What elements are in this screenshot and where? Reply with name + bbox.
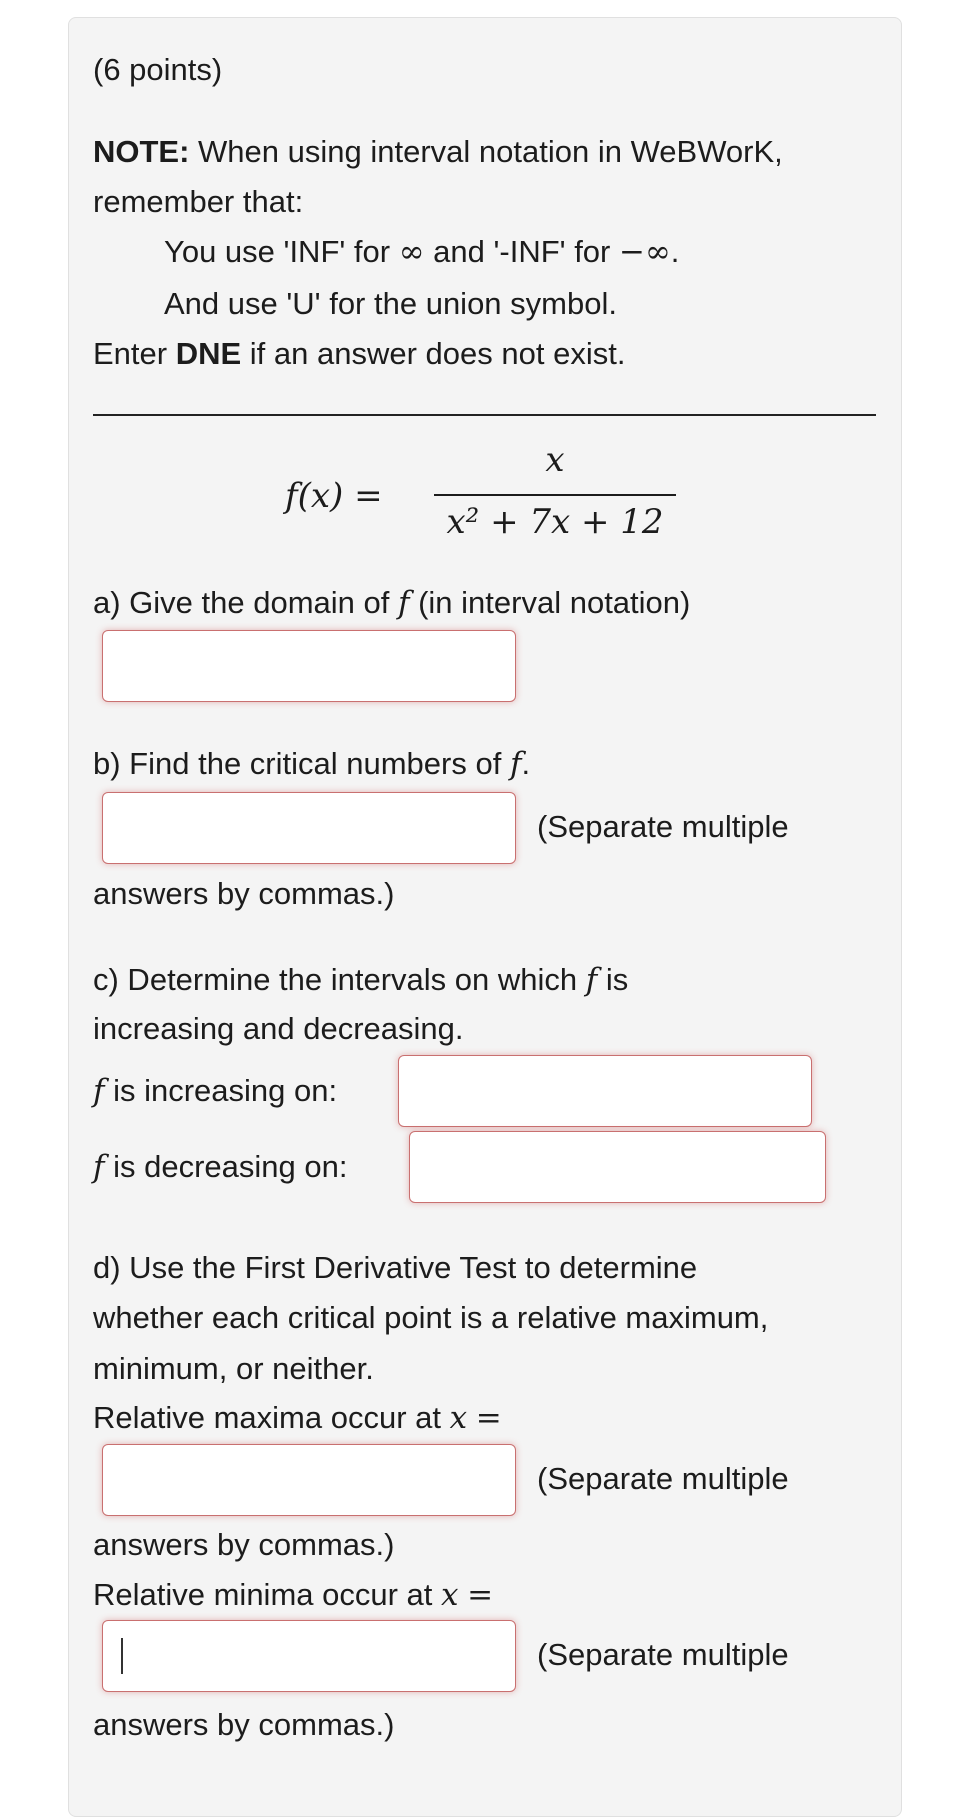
formula-numerator: x [545,440,565,480]
decreasing-label [93,1149,347,1185]
increasing-input[interactable] [398,1055,812,1127]
decreasing-text: is decreasing on: [104,1149,348,1184]
part-c-text: c) Determine the intervals on which [93,962,586,997]
minima-hint-2: answers by commas.) [93,1707,395,1742]
fraction-bar [434,494,676,496]
part-c-f: f [585,962,598,998]
part-b-hint: (Separate multiple [537,809,789,844]
text-cursor [121,1638,123,1674]
decreasing-input[interactable] [409,1131,826,1203]
maxima-text: Relative maxima occur at [93,1400,450,1435]
divider [93,414,876,416]
minima-x: x [441,1577,459,1613]
dne-keyword: DNE [175,336,242,371]
maxima-eq: = [475,1400,502,1436]
maxima-label [93,1400,502,1436]
critical-numbers-input[interactable] [102,792,516,864]
inf-text: You use 'INF' for [164,234,399,269]
note-line-2: remember that: [93,184,304,219]
domain-input[interactable] [102,630,516,702]
part-d-line-2: whether each critical point is a relative maximum, [93,1300,769,1335]
part-a-text: a) Give the domain of [93,585,398,620]
increasing-text: is increasing on: [104,1073,338,1108]
maxima-hint: (Separate multiple [537,1461,789,1496]
part-b-prompt [93,746,530,782]
part-a-prompt [93,585,690,621]
part-c-text-2: is [597,962,629,997]
note-text: When using interval notation in WeBWorK, [189,134,783,169]
minima-hint: (Separate multiple [537,1637,789,1672]
part-b-text-2: . [521,746,531,781]
minima-eq: = [467,1577,494,1613]
part-a-f: f [398,585,410,621]
increasing-f: f [93,1073,105,1109]
formula-denominator: x² + 7x + 12 [446,502,664,542]
part-d-line-1: d) Use the First Derivative Test to determine [93,1250,698,1285]
union-instruction: And use 'U' for the union symbol. [164,286,617,321]
part-b-f: f [509,746,522,782]
maxima-input[interactable] [102,1444,516,1516]
note-label: NOTE: [93,134,190,169]
minima-label [93,1577,493,1613]
points-label: (6 points) [93,52,223,87]
infinity-symbol: ∞ [398,234,425,270]
maxima-hint-2: answers by commas.) [93,1527,395,1562]
formula-lhs [285,476,383,516]
function-formula [285,440,685,550]
note-line-1 [93,134,783,170]
minima-text: Relative minima occur at [93,1577,442,1612]
dne-instruction [93,336,625,372]
dne-text-c: if an answer does not exist. [241,336,626,371]
decreasing-f: f [93,1149,105,1185]
neginf-text: and '-INF' for [424,234,619,269]
part-c-prompt-2: increasing and decreasing. [93,1011,464,1046]
part-d-line-3: minimum, or neither. [93,1351,374,1386]
increasing-label [93,1073,337,1109]
formula-lhs-text: f(x) = [285,476,383,516]
inf-end: . [670,234,680,269]
maxima-x: x [449,1400,468,1436]
part-b-text: b) Find the critical numbers of [93,746,510,781]
part-b-hint-2: answers by commas.) [93,876,395,911]
minima-input[interactable] [102,1620,516,1692]
part-a-text-2: (in interval notation) [409,585,691,620]
part-c-prompt [93,962,628,998]
neg-infinity-symbol: −∞ [618,234,671,270]
dne-text-a: Enter [93,336,176,371]
inf-instruction [164,234,679,270]
